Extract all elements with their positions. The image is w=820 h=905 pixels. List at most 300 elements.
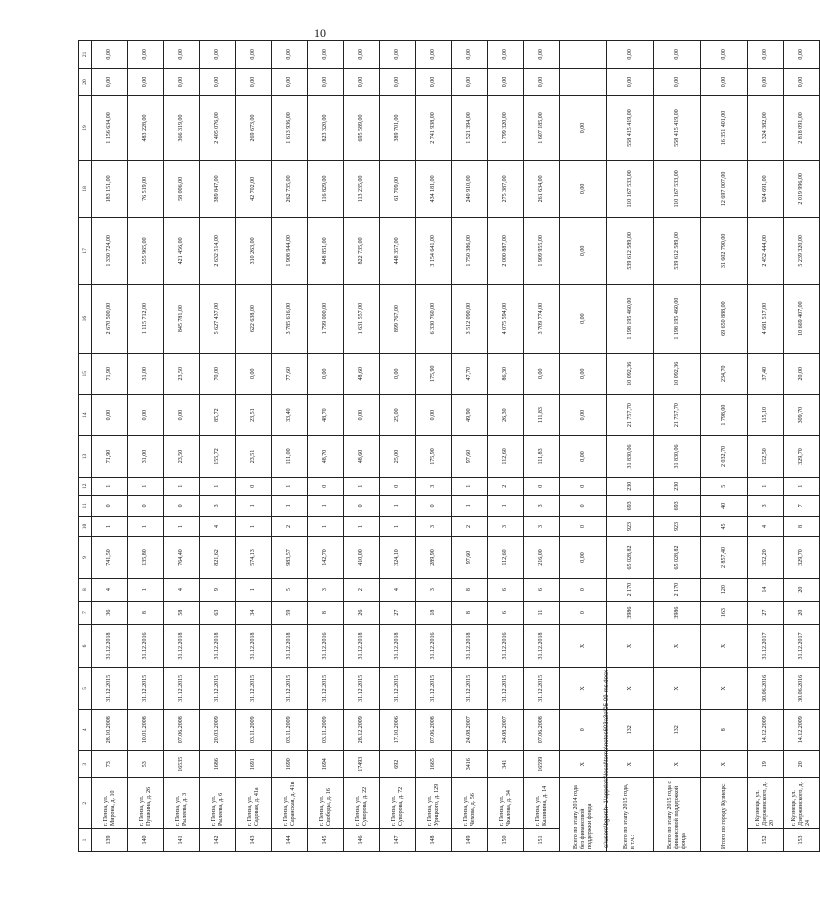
table-cell: 0 [236, 477, 272, 495]
table-cell: 34 [236, 601, 272, 624]
table-cell: 0,00 [92, 68, 128, 96]
table-cell: 14.12.2009 [748, 709, 784, 750]
table-cell: 899 767,00 [380, 284, 416, 353]
table-cell: 58 006,00 [164, 160, 200, 217]
table-cell: 53 [128, 750, 164, 778]
table-cell: 31.12.2016 [488, 624, 524, 668]
table-cell: 3 785 616,00 [272, 284, 308, 353]
table-cell: 0 [560, 516, 607, 537]
address-cell: г. Пенза, ул. Калинина, д. 14 [524, 778, 560, 829]
table-cell: 27 [748, 601, 784, 624]
table-cell: 434 181,00 [416, 160, 452, 217]
table-cell: 146 [344, 829, 380, 852]
table-cell: 31.12.2018 [236, 624, 272, 668]
table-cell: 24.08.2007 [452, 709, 488, 750]
table-cell: 61 709,00 [380, 160, 416, 217]
table-cell: 31.12.2018 [380, 624, 416, 668]
table-cell: 0,00 [748, 68, 784, 96]
table-cell: 151 [524, 829, 560, 852]
table-cell: 77,60 [272, 353, 308, 394]
table-cell: 0 [344, 495, 380, 516]
table-cell: 0,00 [560, 353, 607, 394]
page-number: 10 [314, 26, 326, 40]
table-cell: 329,70 [784, 537, 820, 578]
table-cell: 1 324 382,00 [748, 96, 784, 160]
table-cell: X [701, 668, 748, 709]
table-cell: 71,90 [92, 353, 128, 394]
table-cell: 2 170 [654, 578, 701, 601]
address-cell: г. Пенза, ул. Рылеева, д. 3 [164, 778, 200, 829]
table-cell: X [654, 668, 701, 709]
table-cell: 4 075 594,00 [488, 284, 524, 353]
table-cell: 2 032,70 [701, 436, 748, 477]
table-cell: 0,00 [236, 353, 272, 394]
table-cell: 0,00 [488, 41, 524, 69]
table-cell: 448 357,00 [380, 218, 416, 285]
table-cell: 4 [164, 578, 200, 601]
table-cell: 132 [607, 709, 654, 750]
table-cell: 389 701,00 [380, 96, 416, 160]
table-cell: 139 [92, 829, 128, 852]
table-cell: 3 [416, 578, 452, 601]
table-cell: 21 757,70 [607, 394, 654, 435]
table-cell: 31.12.2015 [128, 668, 164, 709]
table-cell: 1 [128, 578, 164, 601]
table-cell: 0,00 [344, 68, 380, 96]
table-cell: 111,00 [272, 436, 308, 477]
total-label: Итого по городу Кузнецк: [701, 778, 748, 852]
address-cell: г. Пенза, ул. Чкалова, д. 34 [488, 778, 524, 829]
table-cell: 17493 [344, 750, 380, 778]
table-cell: 6 330 760,00 [416, 284, 452, 353]
table-cell: 144 [272, 829, 308, 852]
table-cell: 23,50 [164, 353, 200, 394]
table-cell: 1 [308, 495, 344, 516]
table-cell: 822 735,00 [344, 218, 380, 285]
table-cell: 31.12.2015 [164, 668, 200, 709]
table-cell: 4 [380, 578, 416, 601]
table-cell: 0,00 [607, 41, 654, 69]
table-cell: 31.12.2015 [488, 668, 524, 709]
footer-file-path: c:\users\bgorsh~1\appdata\local\temp\notes603a3e\05-09-ms.docx [604, 670, 610, 848]
table-cell: 26 [344, 601, 380, 624]
table-cell: 31.12.2018 [92, 624, 128, 668]
header-cell: 12 [79, 477, 92, 495]
table-cell: 555 965,00 [128, 218, 164, 285]
table-cell: 0,00 [416, 41, 452, 69]
table-cell: 4 681 517,00 [748, 284, 784, 353]
table-cell: 31.12.2015 [380, 668, 416, 709]
table-cell: 1 [272, 477, 308, 495]
table-cell: 140 [128, 829, 164, 852]
table-row [200, 41, 236, 852]
table-cell: 8 [701, 709, 748, 750]
table-cell: 65 028,82 [607, 537, 654, 578]
table-row [236, 41, 272, 852]
table-cell [560, 41, 607, 69]
table-cell: 289,90 [416, 537, 452, 578]
table-cell: 16535 [164, 750, 200, 778]
table-cell: X [607, 624, 654, 668]
table-cell: 48,60 [344, 436, 380, 477]
table-cell: 4 [200, 516, 236, 537]
table-cell: 3 [524, 495, 560, 516]
table-cell: 25,00 [380, 394, 416, 435]
table-cell: 31.12.2016 [308, 624, 344, 668]
table-cell: 3986 [607, 601, 654, 624]
table-cell: X [654, 750, 701, 778]
table-cell: 0,00 [128, 68, 164, 96]
table-cell: 163 [701, 601, 748, 624]
table-cell: 230 [654, 477, 701, 495]
table-cell: 8 [784, 516, 820, 537]
table-cell: X [560, 624, 607, 668]
table-cell: 234,70 [701, 353, 748, 394]
table-cell: 20 [784, 578, 820, 601]
table-cell: 1 [92, 477, 128, 495]
table-cell: 8 [128, 601, 164, 624]
table-cell: 07.06.2008 [416, 709, 452, 750]
table-cell: 0,00 [128, 394, 164, 435]
table-row [784, 41, 820, 852]
table-cell: 0,00 [308, 68, 344, 96]
total-row [560, 41, 607, 852]
table-cell: 20,00 [784, 353, 820, 394]
table-cell: 14 [748, 578, 784, 601]
table-cell: 2 [344, 578, 380, 601]
table-cell: 821,62 [200, 537, 236, 578]
table-cell: 111,83 [524, 436, 560, 477]
table-cell: 1 [236, 516, 272, 537]
table-cell: 0,00 [164, 394, 200, 435]
table-cell: 12 697 007,00 [701, 160, 748, 217]
table-cell: 183 151,00 [92, 160, 128, 217]
table-cell: 3416 [452, 750, 488, 778]
table-cell: 112,60 [488, 537, 524, 578]
table-cell: 0 [92, 495, 128, 516]
table-cell: 1 [452, 495, 488, 516]
table-cell: 31.12.2015 [200, 668, 236, 709]
table-cell: 1 330 724,00 [92, 218, 128, 285]
table-cell: 1 [380, 516, 416, 537]
table-cell: 352,20 [748, 537, 784, 578]
table-cell: 86,30 [488, 353, 524, 394]
table-cell: 1 909 955,00 [524, 218, 560, 285]
table-cell: 28.12.2009 [344, 709, 380, 750]
table-cell: 16599 [524, 750, 560, 778]
table-cell: 0 [560, 477, 607, 495]
header-cell: 11 [79, 495, 92, 516]
table-cell: 693 [607, 495, 654, 516]
table-cell: 145 [308, 829, 344, 852]
table-cell: 2 670 500,00 [92, 284, 128, 353]
table-cell: 31.12.2015 [524, 668, 560, 709]
table-cell: 153 [784, 829, 820, 852]
table-cell: 0,00 [560, 160, 607, 217]
table-cell: 1 [236, 495, 272, 516]
table-cell: 0,00 [200, 41, 236, 69]
header-cell: 7 [79, 601, 92, 624]
table-cell: 2 405 076,00 [200, 96, 236, 160]
table-cell: 0 [416, 495, 452, 516]
table-cell: 262 735,00 [272, 160, 308, 217]
table-cell: 0,00 [272, 68, 308, 96]
table-cell: 3 [416, 477, 452, 495]
table-cell: 10 092,36 [607, 353, 654, 394]
table-cell: 49,90 [452, 394, 488, 435]
table-cell: 19 [748, 750, 784, 778]
table-row [128, 41, 164, 852]
table-cell: 5 239 320,00 [784, 218, 820, 285]
table-cell: 175,90 [416, 436, 452, 477]
table-cell: 4 [92, 578, 128, 601]
table-cell: 11 [524, 601, 560, 624]
table-cell: 3 709 774,00 [524, 284, 560, 353]
table-cell: 69 650 888,00 [701, 284, 748, 353]
table-cell: 33,40 [272, 394, 308, 435]
table-cell: 59 [272, 601, 308, 624]
table-cell: X [560, 750, 607, 778]
table-cell: 1 198 195 460,00 [607, 284, 654, 353]
table-cell: 3 [524, 516, 560, 537]
table-cell: 31.12.2016 [128, 624, 164, 668]
table-cell: 2 019 996,00 [784, 160, 820, 217]
table-cell: 1 [452, 477, 488, 495]
table-cell: 07.06.2008 [524, 709, 560, 750]
table-cell: 845 781,00 [164, 284, 200, 353]
table-cell: 539 612 589,00 [607, 218, 654, 285]
header-cell: 19 [79, 96, 92, 160]
table-cell: 31.12.2018 [524, 624, 560, 668]
table-cell: 0,00 [236, 41, 272, 69]
table-cell: 0,00 [560, 284, 607, 353]
table-cell: 142 [200, 829, 236, 852]
table-cell: 1 [488, 495, 524, 516]
table-cell: 58 [164, 601, 200, 624]
table-cell: 261 634,00 [524, 160, 560, 217]
table-cell: 0 [308, 477, 344, 495]
header-cell: 14 [79, 394, 92, 435]
table-cell: 2 452 444,00 [748, 218, 784, 285]
table-cell: 0,00 [488, 68, 524, 96]
table-cell: 8 [308, 601, 344, 624]
table-cell: 0 [128, 495, 164, 516]
table-cell: 0,00 [272, 41, 308, 69]
table-cell: 70,00 [200, 353, 236, 394]
table-cell: 0 [560, 709, 607, 750]
table-cell: 574,13 [236, 537, 272, 578]
table-cell: 2 741 938,00 [416, 96, 452, 160]
table-cell: 31.12.2018 [200, 624, 236, 668]
table-cell: 31.12.2015 [236, 668, 272, 709]
table-cell [560, 68, 607, 96]
table-cell: 48,70 [308, 394, 344, 435]
table-cell: 1 613 936,00 [272, 96, 308, 160]
table-cell: 150 [488, 829, 524, 852]
table-cell: 1 607 185,00 [524, 96, 560, 160]
table-cell: 71,90 [92, 436, 128, 477]
table-cell: 3 154 641,00 [416, 218, 452, 285]
table-cell: 47,70 [452, 353, 488, 394]
table-cell: X [701, 750, 748, 778]
address-cell: г. Пенза, ул. Свободы, д. 16 [308, 778, 344, 829]
table-cell: 764,40 [164, 537, 200, 578]
header-cell: 9 [79, 537, 92, 578]
table-cell: 0,00 [524, 353, 560, 394]
table-cell: 0,00 [560, 436, 607, 477]
table-cell: 175,90 [416, 353, 452, 394]
table-cell: 0,00 [92, 41, 128, 69]
table-cell: 1 [128, 477, 164, 495]
table-cell: 0,00 [560, 394, 607, 435]
table-cell: 1 [92, 516, 128, 537]
table-cell: 2 000 887,00 [488, 218, 524, 285]
address-cell: г. Пенза, ул. Рылеева, д. 6 [200, 778, 236, 829]
table-cell: 31.12.2015 [344, 668, 380, 709]
header-cell: 17 [79, 218, 92, 285]
table-cell: 1 631 557,00 [344, 284, 380, 353]
table-cell: 20 [784, 601, 820, 624]
table-cell: 1 799 000,00 [308, 284, 344, 353]
table-cell: 0,00 [308, 41, 344, 69]
table-cell: 85,72 [200, 394, 236, 435]
table-cell: 42 702,00 [236, 160, 272, 217]
table-cell: 48,60 [344, 353, 380, 394]
table-cell: 310 263,00 [236, 218, 272, 285]
table-cell: 0,00 [344, 41, 380, 69]
table-cell: X [607, 750, 654, 778]
address-cell: г. Кузнецк, ул. Дзержинского, д. 24 [784, 778, 820, 829]
table-cell: 23,51 [236, 436, 272, 477]
table-cell: 28.10.2008 [92, 709, 128, 750]
table-cell: 36 [92, 601, 128, 624]
table-cell: 741,50 [92, 537, 128, 578]
table-cell: 10.01.2008 [128, 709, 164, 750]
table-cell: 1 [236, 578, 272, 601]
header-cell: 4 [79, 709, 92, 750]
table-row [748, 41, 784, 852]
table-cell: 23,51 [236, 394, 272, 435]
table-cell: 923 [607, 516, 654, 537]
table-row [416, 41, 452, 852]
table-cell: 31.12.2016 [416, 624, 452, 668]
table-row [92, 41, 128, 852]
table-cell: 0 [560, 578, 607, 601]
table-cell: 0,00 [200, 68, 236, 96]
table-cell: 983,57 [272, 537, 308, 578]
table-cell: 1 798,00 [701, 394, 748, 435]
table-cell: 21 757,70 [654, 394, 701, 435]
table-cell: 1 [272, 495, 308, 516]
address-cell: г. Пенза, ул. Садовая, д. 41а [236, 778, 272, 829]
table-cell: 135,80 [128, 537, 164, 578]
table-cell: 6 [488, 601, 524, 624]
header-cell: 6 [79, 624, 92, 668]
table-cell: 152 [748, 829, 784, 852]
header-cell: 13 [79, 436, 92, 477]
table-cell: 1 [164, 477, 200, 495]
table-cell: 269 673,00 [236, 96, 272, 160]
table-cell: 26,30 [488, 394, 524, 435]
table-cell: 63 [200, 601, 236, 624]
header-cell: 16 [79, 284, 92, 353]
table-row [272, 41, 308, 852]
table-cell: 8 [452, 601, 488, 624]
table-cell: 3 [308, 578, 344, 601]
table-cell: 2 [488, 477, 524, 495]
table-cell: 2 857,40 [701, 537, 748, 578]
table-cell: 10 669 407,00 [784, 284, 820, 353]
table-cell: 3 512 090,00 [452, 284, 488, 353]
table-cell: 0,00 [344, 394, 380, 435]
table-cell: 31.12.2015 [272, 668, 308, 709]
table-cell: 1665 [416, 750, 452, 778]
table-cell: 10 092,36 [654, 353, 701, 394]
table-cell: 1 521 394,00 [452, 96, 488, 160]
table-cell: 1691 [236, 750, 272, 778]
table-cell: 0,00 [236, 68, 272, 96]
table-cell: 155,72 [200, 436, 236, 477]
table-cell: 40 [701, 495, 748, 516]
table-cell: 324,10 [380, 537, 416, 578]
table-cell: 7 [784, 495, 820, 516]
total-row [654, 41, 701, 852]
housing-table [78, 40, 820, 852]
table-cell: 6 [524, 578, 560, 601]
table-cell: 410,00 [344, 537, 380, 578]
header-cell: 3 [79, 750, 92, 778]
table-cell: 0,00 [560, 218, 607, 285]
table-cell: 4 [748, 516, 784, 537]
table-cell: 0,00 [654, 41, 701, 69]
table-cell: 8 [452, 578, 488, 601]
table-cell: 329,70 [784, 436, 820, 477]
table-cell: 73 [92, 750, 128, 778]
table-cell: 216,00 [524, 537, 560, 578]
table-cell: 1690 [272, 750, 308, 778]
table-cell: 3 [748, 495, 784, 516]
table-cell: 1 799 320,00 [488, 96, 524, 160]
table-row [452, 41, 488, 852]
table-cell: 1 908 944,00 [272, 218, 308, 285]
table-cell: 152,50 [748, 436, 784, 477]
table-cell: 03.11.2009 [236, 709, 272, 750]
table-cell: 924 691,00 [748, 160, 784, 217]
header-cell: 15 [79, 353, 92, 394]
table-cell: 97,60 [452, 436, 488, 477]
address-cell: г. Пенза, ул. Мирона, д. 10 [92, 778, 128, 829]
table-cell: 31 602 790,00 [701, 218, 748, 285]
table-cell: 5 627 437,00 [200, 284, 236, 353]
table-cell: 1 750 386,00 [452, 218, 488, 285]
table-cell: 0,00 [560, 537, 607, 578]
table-cell: 1 [308, 516, 344, 537]
table-cell: 0,00 [701, 41, 748, 69]
table-cell: 31 830,06 [607, 436, 654, 477]
table-cell: 0,00 [128, 41, 164, 69]
table-cell: 341 [488, 750, 524, 778]
header-cell: 21 [79, 41, 92, 69]
header-cell: 10 [79, 516, 92, 537]
header-cell: 20 [79, 68, 92, 96]
table-cell: 31.12.2018 [452, 624, 488, 668]
table-cell: 1 [784, 477, 820, 495]
table-cell: 1 156 634,00 [92, 96, 128, 160]
table-cell: 24.08.2007 [488, 709, 524, 750]
table-cell: 1 198 195 460,00 [654, 284, 701, 353]
table-cell: 30.06.2016 [748, 668, 784, 709]
table-cell: 31.12.2017 [748, 624, 784, 668]
